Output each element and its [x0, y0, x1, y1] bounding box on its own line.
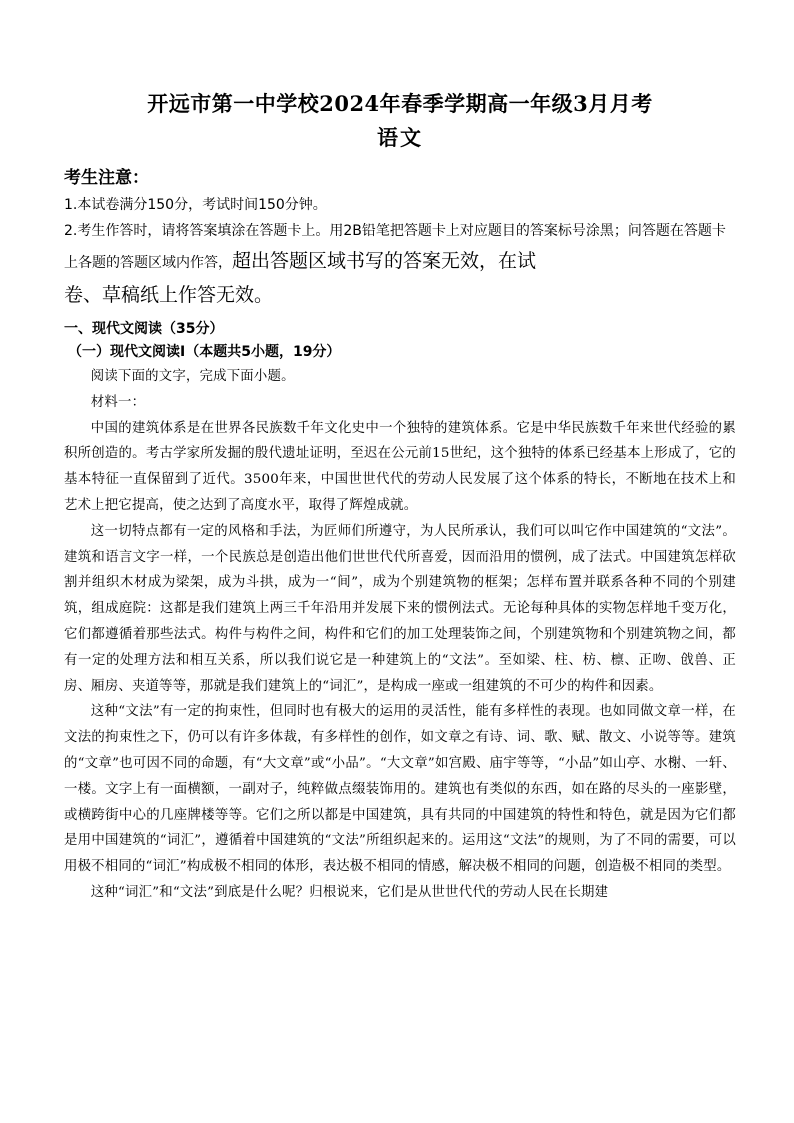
notice-item-2-part1: 2.考生作答时，请将答案填涂在答题卡上。用2B铅笔把答题卡上对应题目的答案标号涂黑；问答题在答题卡上各题的答题区域内作答，	[64, 223, 726, 271]
paragraph-3: 这种“文法”有一定的拘束性，但同时也有极大的运用的灵活性，能有多样性的表现。也如同做文章一样，在文法的拘束性之下，仍可以有许多体裁，有多样性的创作，如文章之有诗、词、歌、赋、散文、小说等等。建筑的“文章”也可因不同的命题，有“大文章”或“小品”。“大文章”如宫殿、庙宇等等，“小品”如山亭、水榭、一轩、一楼。文字上有一面横额，一副对子，纯粹做点缀装饰用的。建筑也有类似的东西，如在路的尽头的一座影壁，或横跨街中心的几座牌楼等等。它们之所以都是中国建筑，具有共同的中国建筑的特性和特色，就是因为它们都是用中国建筑的“词汇”，遵循着中国建筑的“文法”所组织起来的。运用这“文法”的规则，为了不同的需要，可以用极不相同的“词汇”构成极不相同的体形，表达极不相同的情感，解决极不相同的问题，创造极不相同的类型。	[64, 704, 736, 875]
subsection-heading: （一）现代文阅读Ⅰ（本题共5小题，19分）	[68, 344, 341, 360]
section-heading: 一、现代文阅读（35分）	[64, 321, 224, 337]
instruction-text: 阅读下面的文字，完成下面小题。	[90, 369, 295, 384]
exam-title: 开远市第一中学校2024年春季学期高一年级3月月考	[147, 91, 653, 116]
material-label: 材料一：	[90, 394, 146, 410]
paragraph-1: 中国的建筑体系是在世界各民族数千年文化史中一个独特的建筑体系。它是中华民族数千年来世代经验的累积所创造的。考古学家所发掘的殷代遗址证明，至迟在公元前15世纪，这个独特的体系已经基本上形成了，它的基本特征一直保留到了近代。3500年来，中国世世代代的劳动人民发展了这个体系的特长，不断地在技术上和艺术上把它提高，使之达到了高度水平，取得了辉煌成就。	[64, 420, 736, 513]
notice-item-2	[64, 218, 736, 278]
notice-item-2-emphasis: 超出答题区域书写的答案无效，在试	[232, 250, 537, 272]
notice-heading: 考生注意：	[64, 168, 149, 188]
paragraph-4: 这种“词汇”和“文法”到底是什么呢？归根说来，它们是从世世代代的劳动人民在长期建	[90, 884, 609, 900]
notice-item-2-tail: 卷、草稿纸上作答无效。	[64, 284, 274, 306]
exam-subject: 语文	[377, 125, 423, 150]
section-modern-reading	[64, 318, 736, 906]
notice-item-1: 1.本试卷满分150分，考试时间150分钟。	[64, 197, 327, 213]
notice-block	[64, 164, 736, 312]
paragraph-2: 这一切特点都有一定的风格和手法，为匠师们所遵守，为人民所承认，我们可以叫它作中国建筑的“文法”。建筑和语言文字一样，一个民族总是创造出他们世世代代所喜爱，因而沿用的惯例，成了法式。中国建筑怎样砍割并组织木材成为梁架，成为斗拱，成为一“间”，成为个别建筑物的框架；怎样布置并联系各种不同的个别建筑，组成庭院：这都是我们建筑上两三千年沿用并发展下来的惯例法式。无论每种具体的实物怎样地千变万化，它们都遵循着那些法式。构件与构件之间，构件和它们的加工处理装饰之间，个别建筑物和个别建筑物之间，都有一定的处理方法和相互关系，所以我们说它是一种建筑上的“文法”。至如梁、柱、枋、檩、正吻、戗兽、正房、厢房、夹道等等，那就是我们建筑上的“词汇”，是构成一座或一组建筑的不可少的构件和因素。	[64, 523, 736, 694]
